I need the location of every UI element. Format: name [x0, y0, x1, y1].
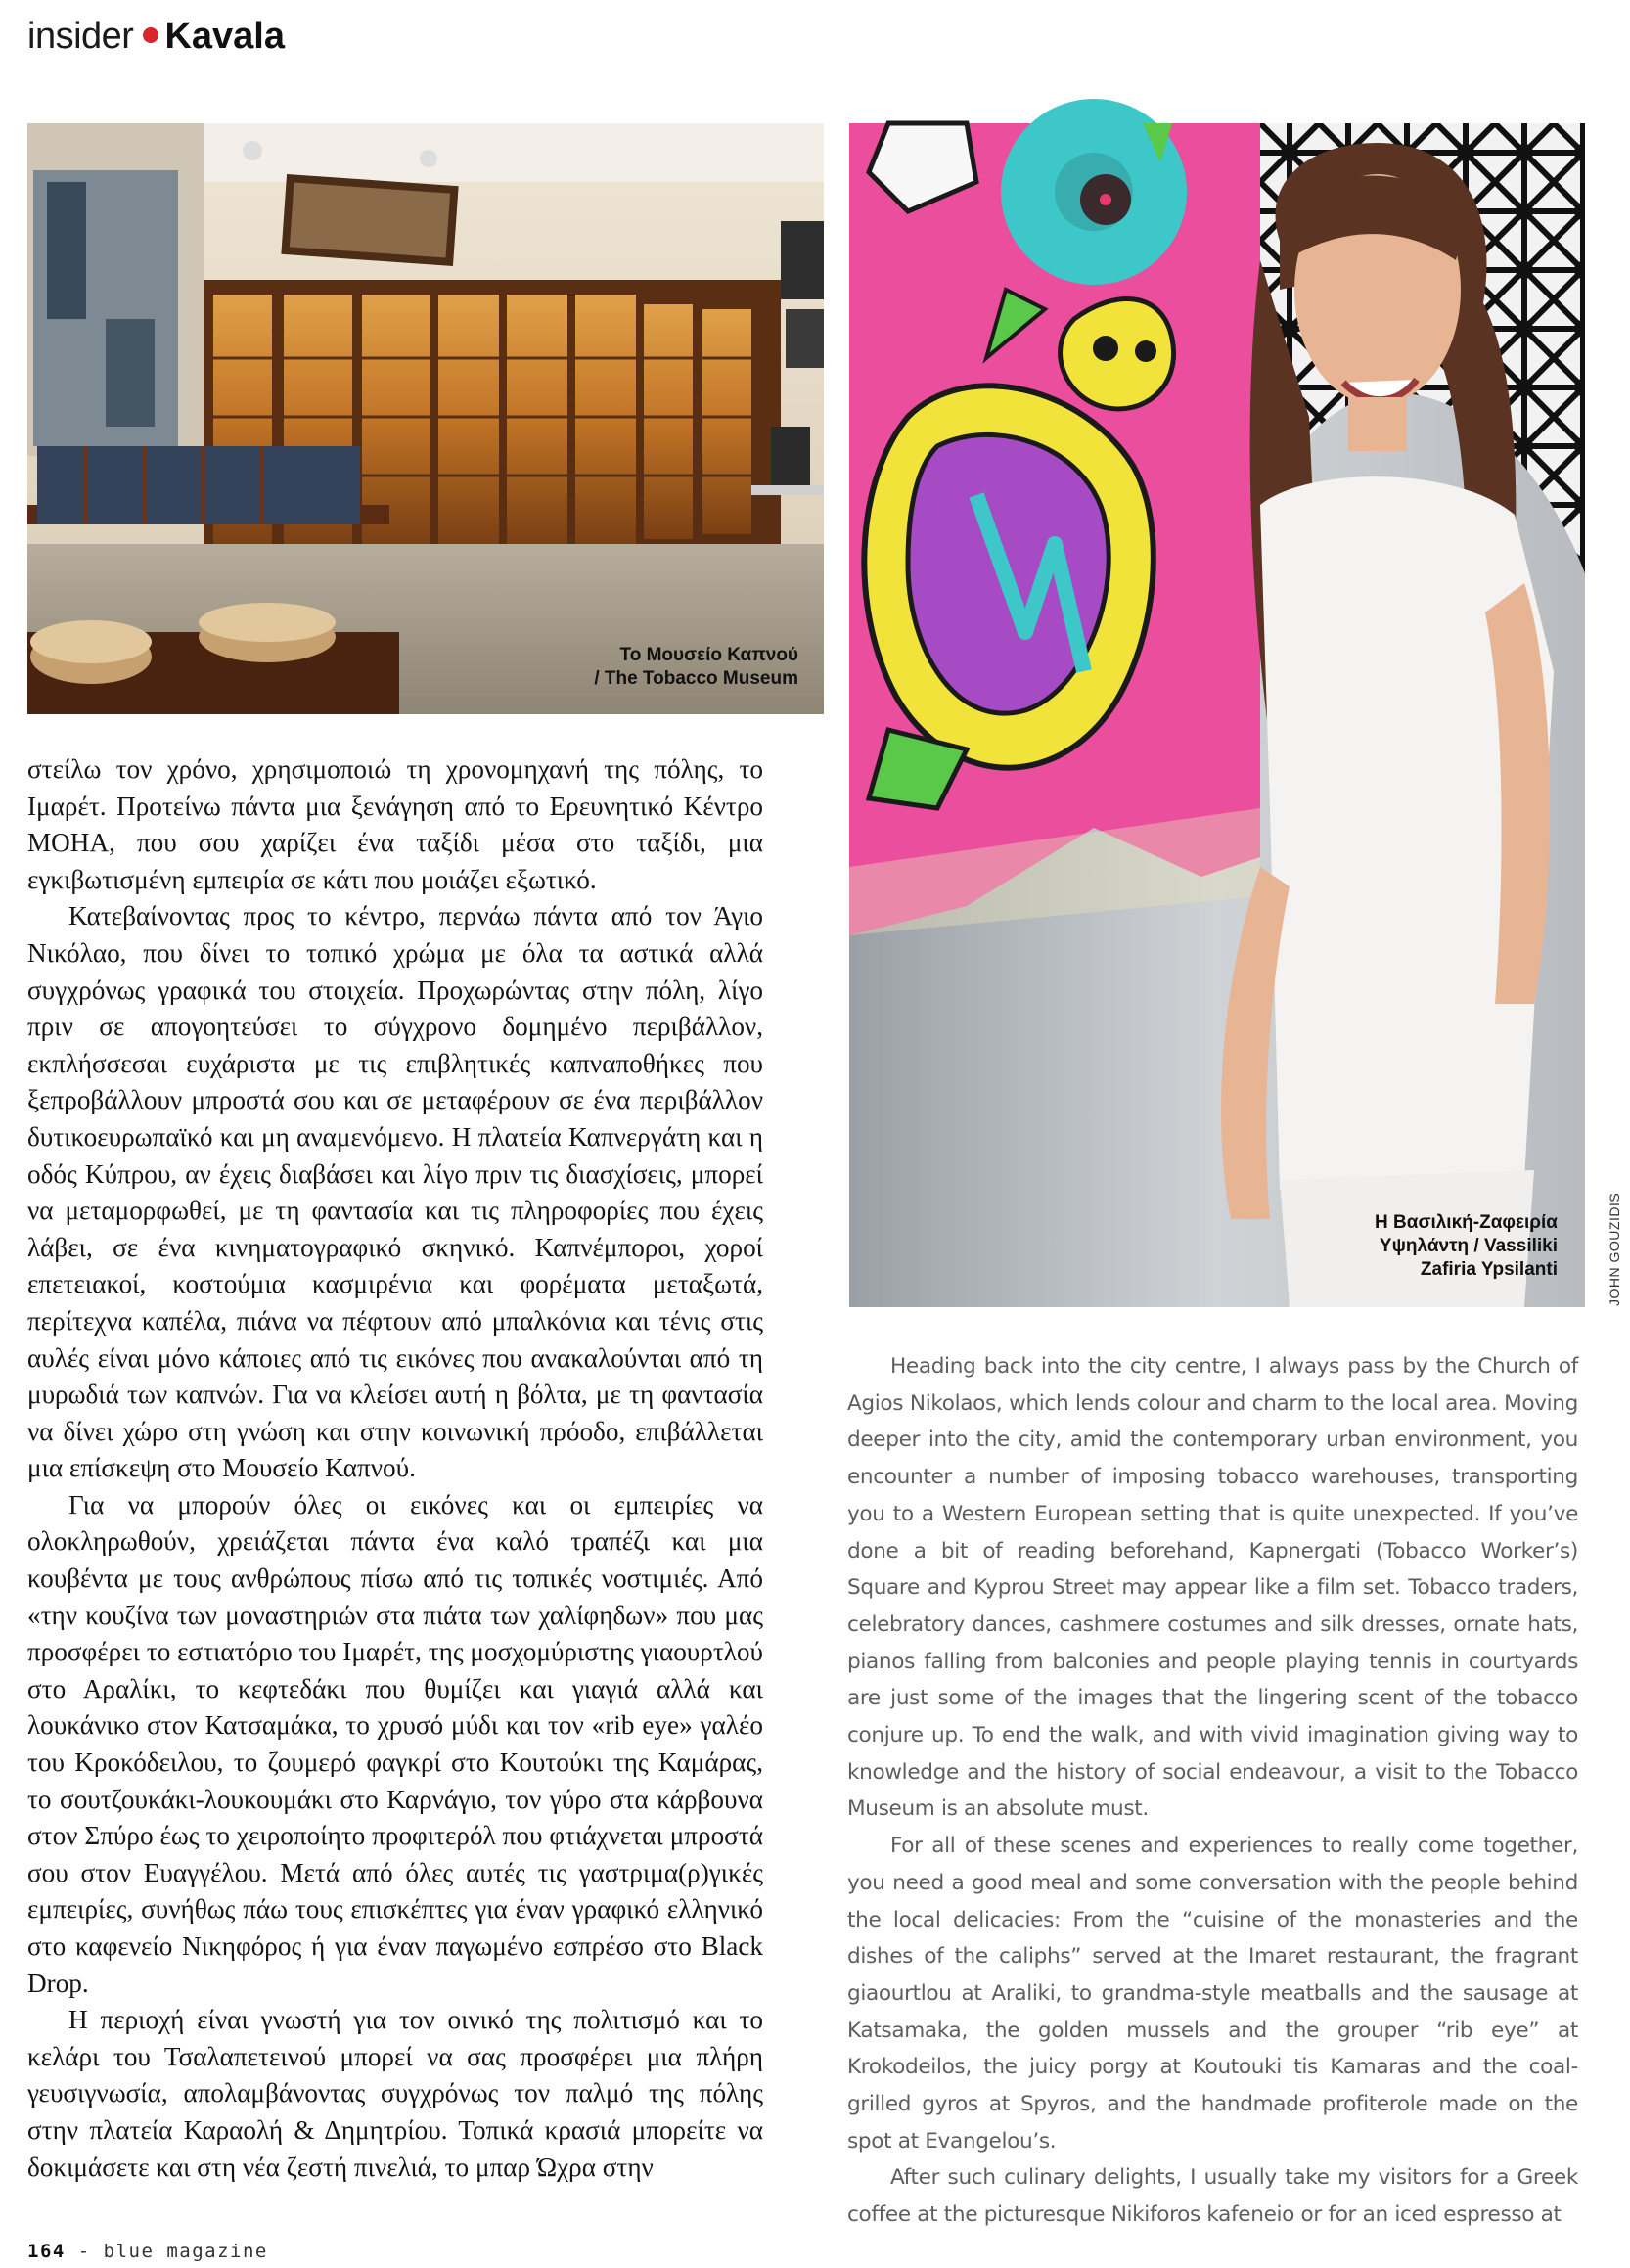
tobacco-museum-photo [27, 123, 824, 714]
english-article-column [847, 1348, 1578, 2228]
portrait-caption-line3: Zafiria Ypsilanti [1420, 1259, 1558, 1280]
greek-paragraph: Η περιοχή είναι γνωστή για τον οινικό της πολιτισμό και το κελάρι του Τσαλαπετεινού μπορεί να σας προσφέρει μια πλήρη γευσιγνωσία, απολαμβάνοντας συγχρόνως τον παλμό της πόλης στην πλατεία Καραολή & Δημητρίου. Τοπικά κρασιά μπορείτε να δοκιμάσετε και στη νέα ζεστή πινελιά, το μπαρ Ώχρα στην [27, 2005, 763, 2182]
portrait-caption-line2: Υψηλάντη / Vassiliki [1379, 1236, 1558, 1256]
red-dot-icon [143, 27, 158, 43]
english-paragraph: For all of these scenes and experiences to really come together, you need a good meal and some conversation with the people behind the local delicacies: From the “cuisine of the monasteries and the dishes of the caliphs” served at the Imaret restaurant, the fragrant giaourtlou at Araliki, to grandma-style meatballs and the sausage at Katsamaka, the golden mussels and the grouper “rib eye” at Krokodeilos, the juicy porgy at Koutouki tis Kamaras and the coal-grilled gyros at Spyros, and the handmade profiterole made on the spot at Evangelou’s. [847, 1834, 1578, 2154]
page-number: 164 [27, 2241, 66, 2262]
greek-article-column [27, 751, 763, 2190]
museum-caption-greek: Το Μουσείο Καπνού [619, 645, 798, 665]
english-paragraph: After such culinary delights, I usually take my visitors for a Greek coffee at the picturesque Nikiforos kafeneio or for an iced espresso at [847, 2165, 1578, 2228]
portrait-photo [849, 123, 1585, 1307]
english-paragraph: Heading back into the city centre, I always pass by the Church of Agios Nikolaos, which lends colour and charm to the local area. Moving deeper into the city, amid the contemporary urban environment, you encounter a number of imposing tobacco warehouses, transporting you to a Western European setting that is quite unexpected. If you’ve done a bit of reading beforehand, Kapnergati (Tobacco Worker’s) Square and Kyprou Street may appear like a film set. Tobacco traders, celebratory dances, cashmere costumes and silk dresses, ornate hats, pianos falling from balconies and people playing tennis in courtyards are just some of the images that the lingering scent of the tobacco conjure up. To end the walk, and with vivid imagination giving way to knowledge and the history of social endeavour, a visit to the Tobacco Museum is an absolute must. [847, 1354, 1578, 1822]
museum-photo-caption [450, 644, 798, 691]
greek-paragraph: Για να μπορούν όλες οι εικόνες και οι εμπειρίες να ολοκληρωθούν, χρειάζεται πάντα ένα καλό τραπέζι και μια κουβέντα με τους ανθρώπους πίσω από τις τοπικές νοστιμιές. Από «την κουζίνα των μοναστηριών στα πιάτα των χαλίφηδων» που μας προσφέρει το εστιατόριο του Ιμαρέτ, της μοσχομύριστης γιαουρτλού στο Αραλίκι, το κεφτεδάκι που θυμίζει και γιαγιά αλλά και λουκάνικο στον Κατσαμάκα, το χρυσό μύδι και τον «rib eye» γαλέο του Κροκόδειλου, το ζουμερό φαγκρί στο Κουτούκι της Καμάρας, το σουτζουκάκι-λουκουμάκι στο Καρνάγιο, τον γύρο στα κάρβουνα στον Σπύρο έως το χειροποίητο προφιτερόλ που φτιάχνεται μπροστά σου στον Ευαγγέλου. Μετά από όλες αυτές τις γαστριμα(ρ)γικές εμπειρίες, συνήθως πάω τους επισκέπτες για έναν γραφικό ελληνικό στο καφενείο Νικηφόρος ή για έναν παγωμένο εσπρέσο στο Black Drop. [27, 1489, 763, 1998]
page-footer [27, 2241, 268, 2262]
section-header [27, 12, 285, 61]
portrait-photo-caption [1262, 1211, 1558, 1282]
greek-paragraph: Κατεβαίνοντας προς το κέντρο, περνάω πάντα από τον Άγιο Νικόλαο, που δίνει το τοπικό χρώμα με όλα τα αστικά αλλά συγχρόνως γραφικά του στοιχεία. Προχωρώντας στην πόλη, λίγο πριν σε απογοητεύσει το σύγχρονο δομημένο περιβάλλον, εκπλήσσεσαι ευχάριστα με τις επιβλητικές καπναποθήκες που ξεπροβάλλουν μπροστά σου και σε μεταφέρουν σε ένα περιβάλλον δυτικοευρωπαϊκό και μη αναμενόμενο. Η πλατεία Καπνεργάτη και η οδός Κύπρου, αν έχεις διαβάσει και λίγο πριν τις διασχίσεις, μπορεί να μεταμορφωθεί, με τη φαντασία και τις πληροφορίες που έχεις λάβει, σε ένα κινηματογραφικό σκηνικό. Καπνέμποροι, χοροί επετειακοί, κοστούμια κασμιρένια και φορέματα μεταξωτά, περίτεχνα καπέλα, πιάνα να πέφτουν από μπαλκόνια και τένις στις αυλές είναι μόνο κάποιες από τις εικόνες που ανακαλούνται από τη μυρωδιά των καπνών. Για να κλείσει αυτή η βόλτα, με τη φαντασία να δίνει χώρο στη γνώση και στην κοινωνική πρόοδο, επιβάλλεται μια επίσκεψη στο Μουσείο Καπνού. [27, 901, 763, 1483]
footer-separator: - [65, 2241, 104, 2262]
section-label: insider [27, 16, 134, 57]
museum-caption-english: / The Tobacco Museum [594, 668, 798, 689]
portrait-caption-line1: Η Βασιλική-Ζαφειρία [1375, 1212, 1558, 1233]
greek-paragraph: στείλω τον χρόνο, χρησιμοποιώ τη χρονομηχανή της πόλης, το Ιμαρέτ. Προτείνω πάντα μια ξενάγηση από το Ερευνητικό Κέντρο ΜΟΗΑ, που σου χαρίζει ένα ταξίδι μέσα στο ταξίδι, μια εγκιβωτισμένη εμπειρία σε κάτι που μοιάζει εξωτικό. [27, 754, 763, 894]
photo-credit: JOHN GOUZIDIS [1607, 1192, 1622, 1306]
destination-title: Kavala [164, 16, 285, 57]
publication-name: blue magazine [103, 2241, 268, 2262]
